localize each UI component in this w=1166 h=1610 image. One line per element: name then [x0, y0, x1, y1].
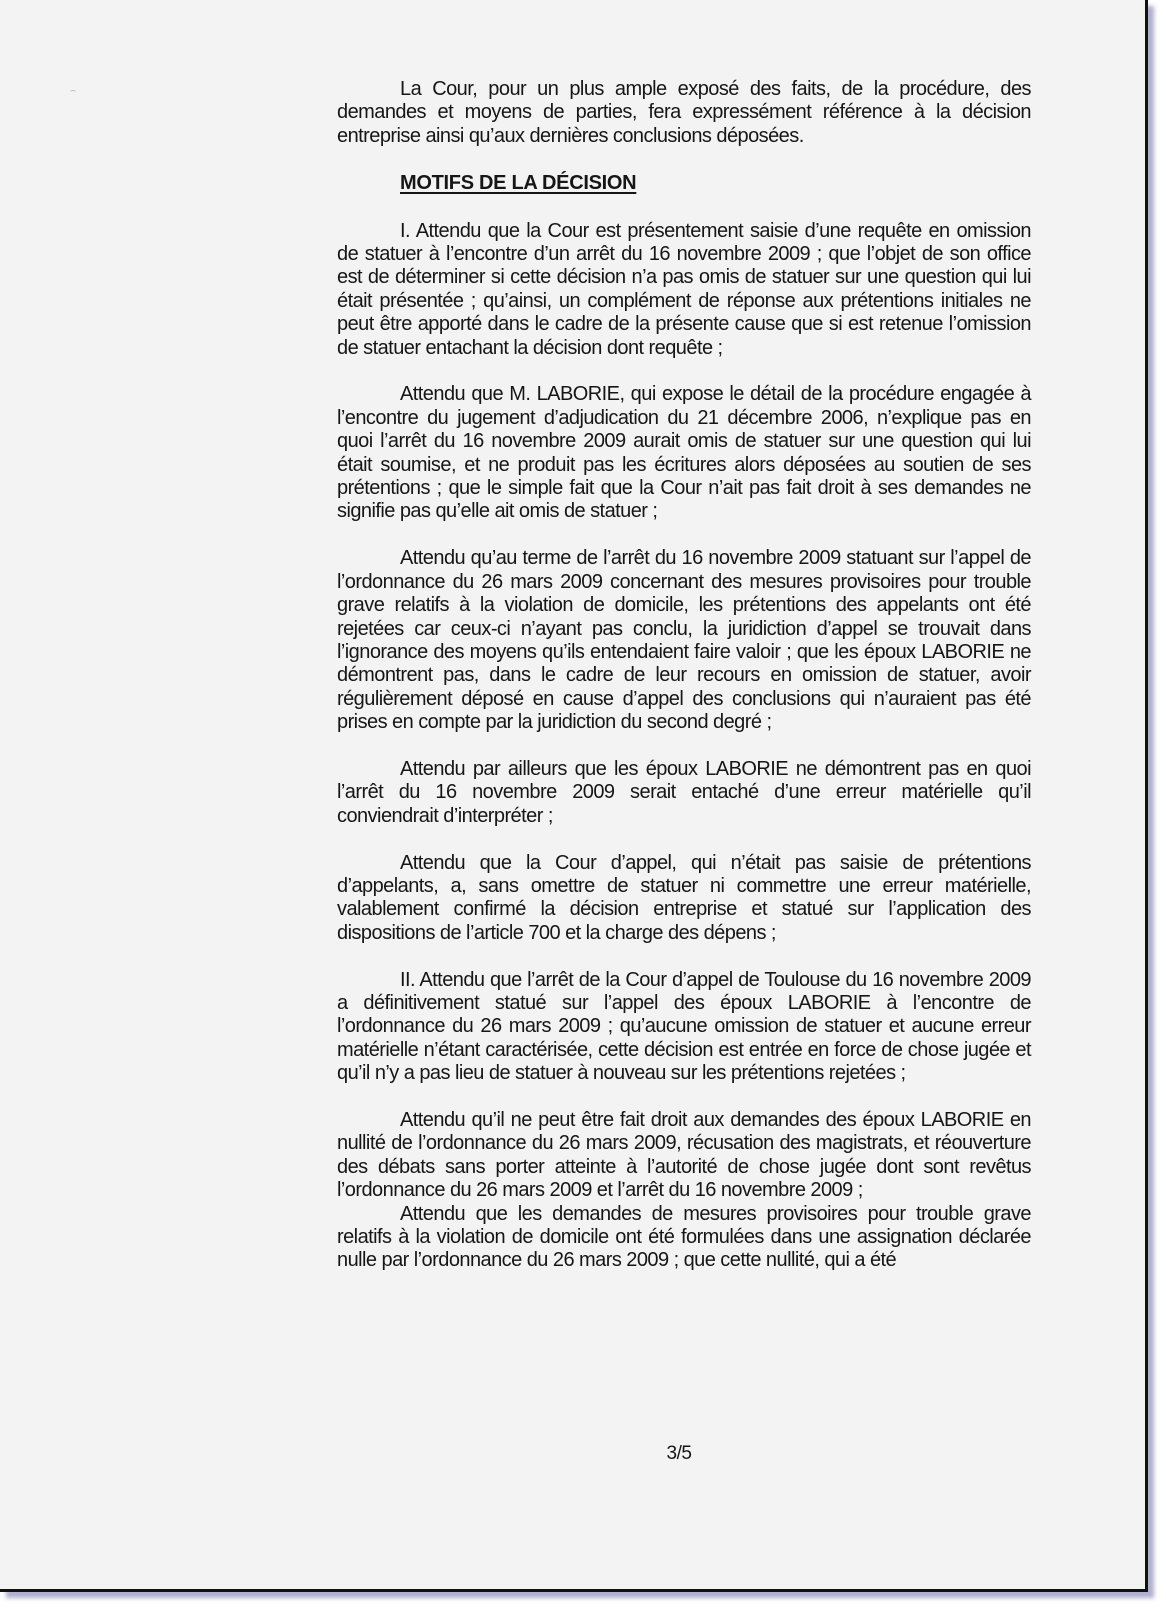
paragraph-1: I. Attendu que la Cour est présentement saisie d’une requête en omission de statuer à l’encontre d’un arrêt du 16 novembre 2009 ; que l’objet de son office est de déterminer si cette décision n’a pas omis de statuer sur une question qui lui était présentée ; qu’ainsi, un complément de réponse aux prétentions initiales ne peut être apporté dans le cadre de la présente cause que si est retenue l’omission de statuer entachant la décision dont requête ; — [337, 219, 1031, 359]
page-number: 3/5 — [666, 1443, 692, 1464]
paragraph-2: Attendu que M. LABORIE, qui expose le détail de la procédure engagée à l’encontre du jugement d’adjudication du 21 décembre 2006, n’explique pas en quoi l’arrêt du 16 novembre 2009 aurait omis de statuer sur une question qui lui était soumise, et ne produit pas les écritures alors déposées au soutien de ses prétentions ; que le simple fait que la Cour n’ait pas fait droit à ses demandes ne signifie pas qu’elle ait omis de statuer ; — [337, 383, 1031, 523]
paragraph-8: Attendu que les demandes de mesures provisoires pour trouble grave relatifs à la violation de domicile ont été formulées dans une assignation déclarée nulle par l’ordonnance du 26 mars 2009 ; que cette nullité, qui a été — [337, 1202, 1031, 1272]
section-heading: MOTIFS DE LA DÉCISION — [400, 172, 637, 195]
scan-artifact — [70, 90, 76, 94]
paragraph-4: Attendu par ailleurs que les époux LABORIE ne démontrent pas en quoi l’arrêt du 16 novembre 2009 serait entaché d’une erreur matérielle qu’il conviendrait d’interpréter ; — [337, 757, 1031, 827]
paragraph-7: Attendu qu’il ne peut être fait droit aux demandes des époux LABORIE en nullité de l’ordonnance du 26 mars 2009, récusation des magistrats, et réouverture des débats sans porter atteinte à l’autorité de chose jugée dont sont revêtus l’ordonnance du 26 mars 2009 et l’arrêt du 16 novembre 2009 ; — [337, 1108, 1031, 1202]
paragraph-5: Attendu que la Cour d’appel, qui n’était pas saisie de prétentions d’appelants, a, sans omettre de statuer ni commettre une erreur matérielle, valablement confirmé la décision entreprise et statué sur l’application des dispositions de l’article 700 et la charge des dépens ; — [337, 851, 1031, 944]
document-body — [337, 78, 1031, 1273]
paragraph-6: II. Attendu que l’arrêt de la Cour d’appel de Toulouse du 16 novembre 2009 a définitivement statué sur l’appel des époux LABORIE à l’encontre de l’ordonnance du 26 mars 2009 ; qu’aucune omission de statuer et aucune erreur matérielle n’étant caractérisée, cette décision est entrée en force de chose jugée et qu’il n’y a pas lieu de statuer à nouveau sur les prétentions rejetées ; — [337, 968, 1031, 1085]
intro-paragraph: La Cour, pour un plus ample exposé des faits, de la procédure, des demandes et moyens de parties, fera expressément référence à la décision entreprise ainsi qu’aux dernières conclusions déposées. — [337, 78, 1031, 147]
paragraph-3: Attendu qu’au terme de l’arrêt du 16 novembre 2009 statuant sur l’appel de l’ordonnance du 26 mars 2009 concernant des mesures provisoires pour trouble grave relatifs à la violation de domicile, les prétentions des appelants ont été rejetées car ceux-ci n’ayant pas conclu, la juridiction d’appel se trouvait dans l’ignorance des moyens qu’ils entendaient faire valoir ; que les époux LABORIE ne démontrent pas, dans le cadre de leur recours en omission de statuer, avoir régulièrement déposé en cause d’appel des conclusions qui n’auraient pas été prises en compte par la juridiction du second degré ; — [337, 547, 1031, 734]
